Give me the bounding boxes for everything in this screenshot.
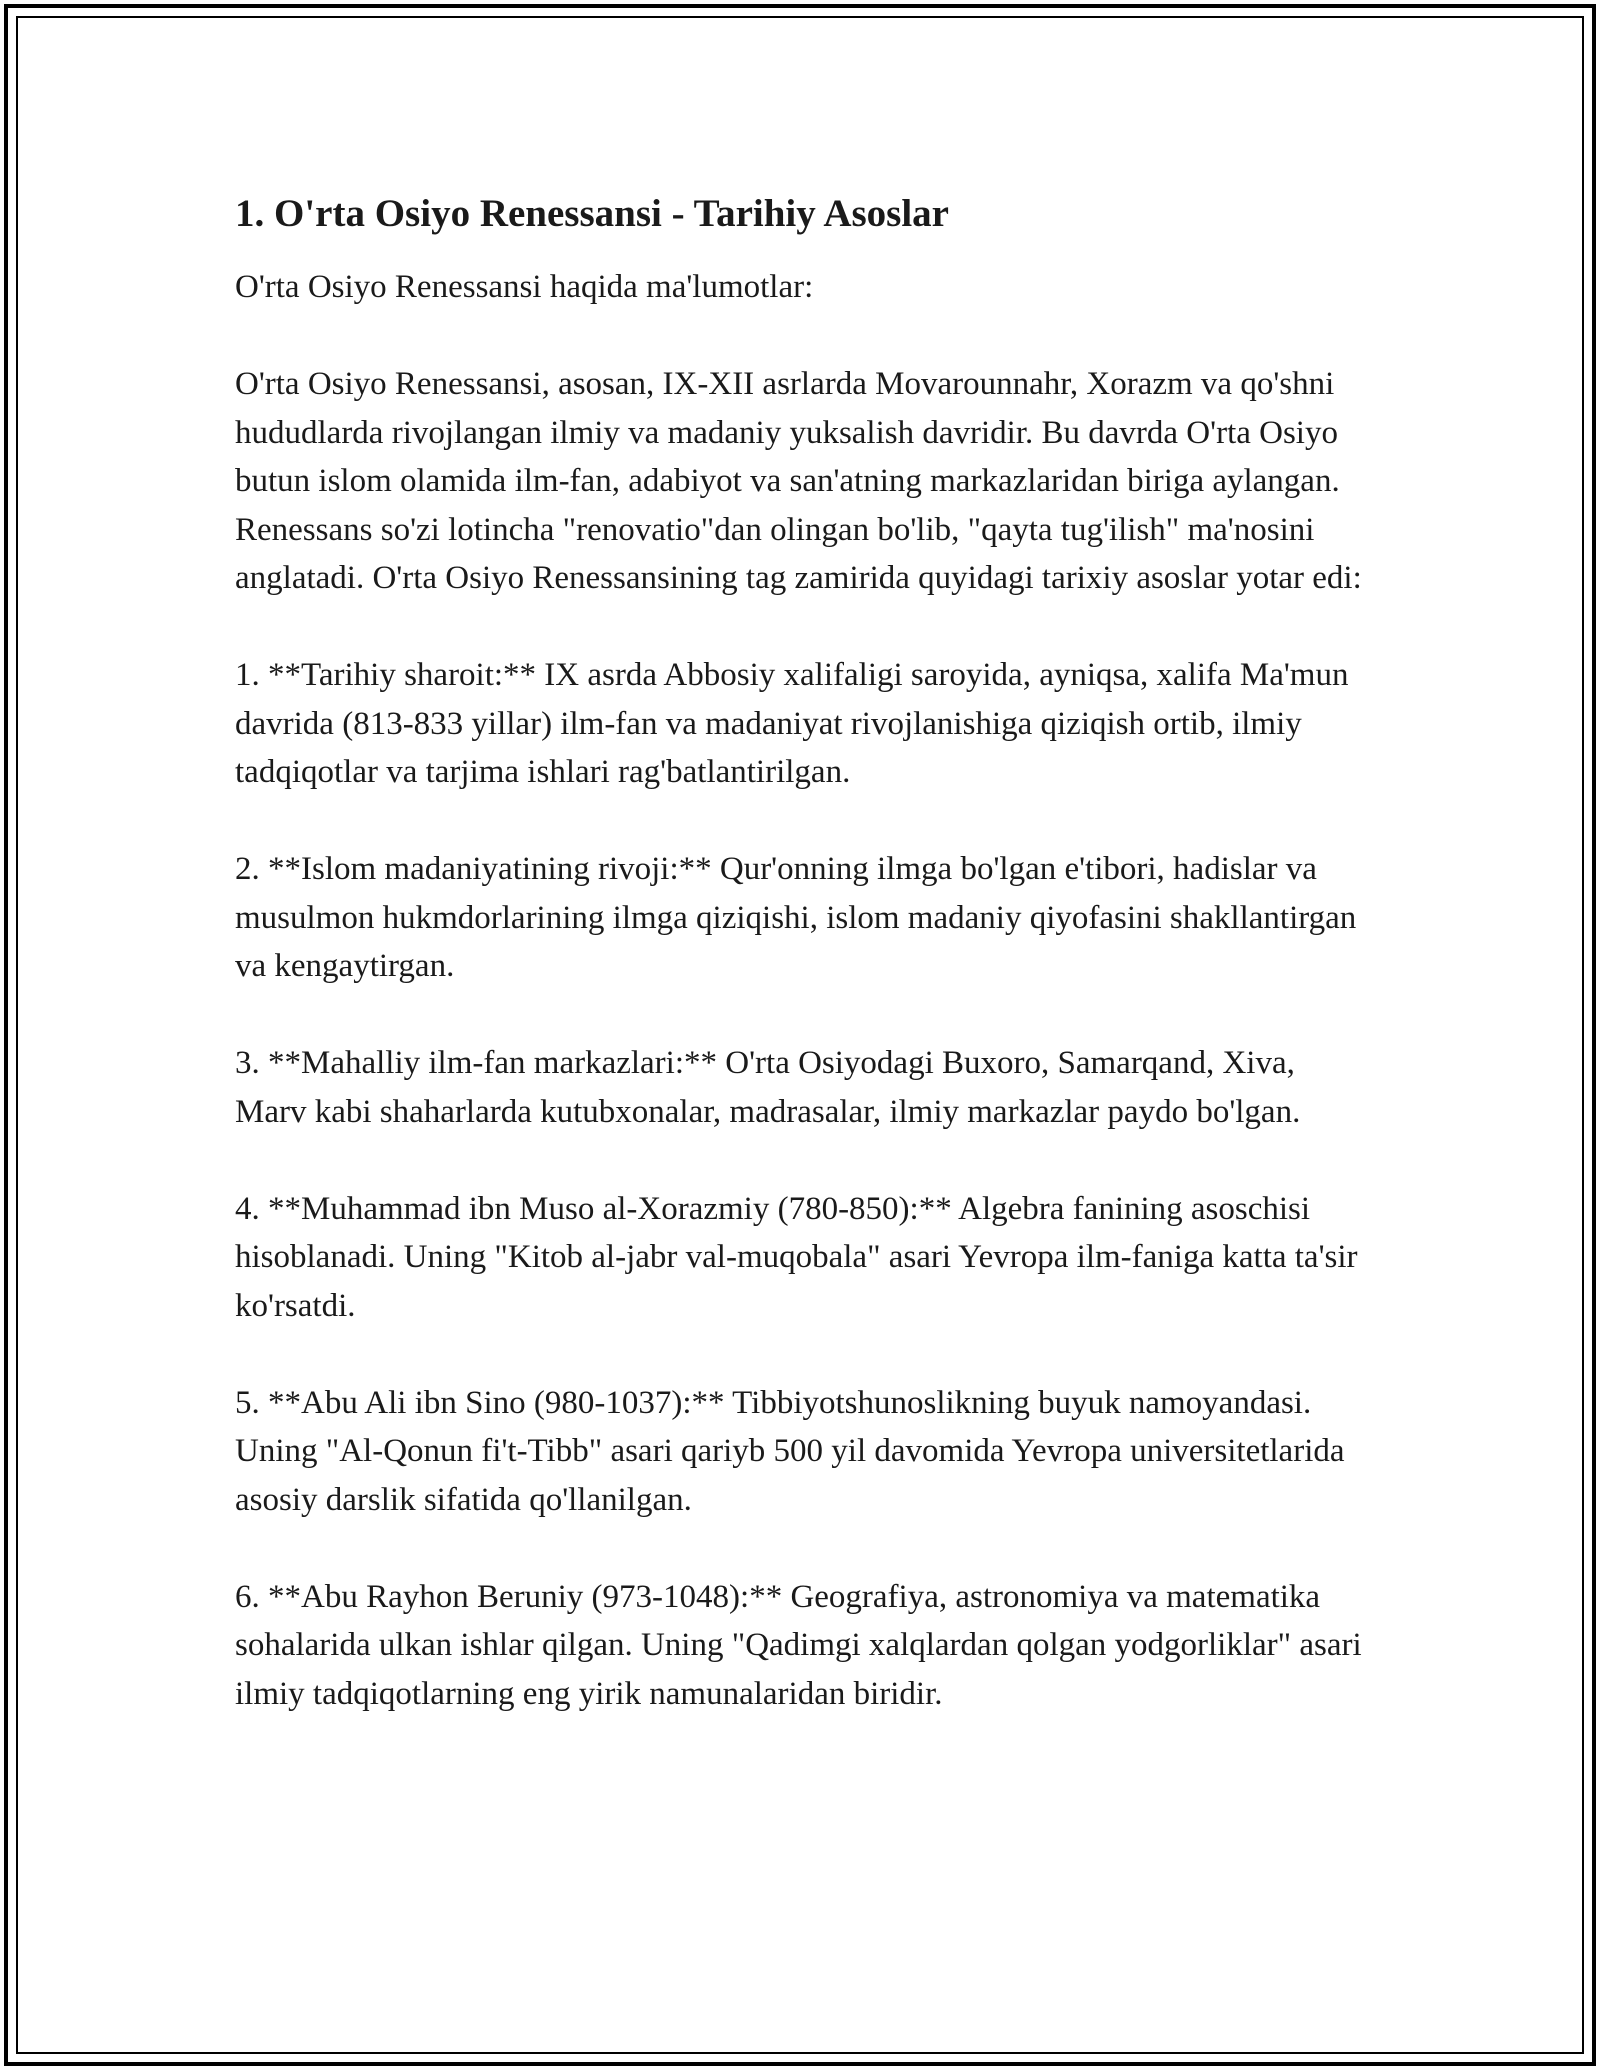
overview-paragraph: O'rta Osiyo Renessansi, asosan, IX-XII asrlarda Movarounnahr, Xorazm va qo'shni hududlarda rivojlangan ilmiy va madaniy yuksalish davridir. Bu davrda O'rta Osiyo butun islom olamida ilm-fan, adabiyot va san'atning markazlaridan biriga aylangan. Renessans so'zi lotincha "renovatio"dan olingan bo'lib, "qayta tug'ilish" ma'nosini anglatadi. O'rta Osiyo Renessansining tag zamirida quyidagi tarixiy asoslar yotar edi: bbox=[235, 366, 1362, 596]
page-title: 1. O'rta Osiyo Renessansi - Tarihiy Asoslar bbox=[235, 192, 949, 235]
document-body bbox=[235, 186, 1365, 1718]
list-item-islamic-culture: 2. **Islom madaniyatining rivoji:** Qur'onning ilmga bo'lgan e'tibori, hadislar va musulmon hukmdorlarining ilmga qiziqishi, islom madaniy qiyofasini shakllantirgan va kengaytirgan. bbox=[235, 851, 1357, 984]
list-item-local-science-centers: 3. **Mahalliy ilm-fan markazlari:** O'rta Osiyodagi Buxoro, Samarqand, Xiva, Marv kabi shaharlarda kutubxonalar, madrasalar, ilmiy markazlar paydo bo'lgan. bbox=[235, 1045, 1301, 1130]
list-item-ibn-sina: 5. **Abu Ali ibn Sino (980-1037):** Tibbiyotshunoslikning buyuk namoyandasi. Uning "Al-Qonun fi't-Tibb" asari qariyb 500 yil davomida Yevropa universitetlarida asosiy darslik sifatida qo'llanilgan. bbox=[235, 1384, 1345, 1518]
intro-text: O'rta Osiyo Renessansi haqida ma'lumotlar: bbox=[235, 269, 814, 305]
list-item-historical-conditions: 1. **Tarihiy sharoit:** IX asrda Abbosiy xalifaligi saroyida, ayniqsa, xalifa Ma'mun davrida (813-833 yillar) ilm-fan va madaniyat rivojlanishiga qiziqish ortib, ilmiy tadqiqotlar va tarjima ishlari rag'batlantirilgan. bbox=[235, 657, 1349, 790]
list-item-al-khwarizmi: 4. **Muhammad ibn Muso al-Xorazmiy (780-850):** Algebra fanining asoschisi hisoblanadi. Uning "Kitob al-jabr val-muqobala" asari Yevropa ilm-faniga katta ta'sir ko'rsatdi. bbox=[235, 1190, 1358, 1324]
list-item-beruniy: 6. **Abu Rayhon Beruniy (973-1048):** Geografiya, astronomiya va matematika sohalarida ulkan ishlar qilgan. Uning "Qadimgi xalqlardan qolgan yodgorliklar" asari ilmiy tadqiqotlarning eng yirik namunalaridan biridir. bbox=[235, 1578, 1362, 1712]
